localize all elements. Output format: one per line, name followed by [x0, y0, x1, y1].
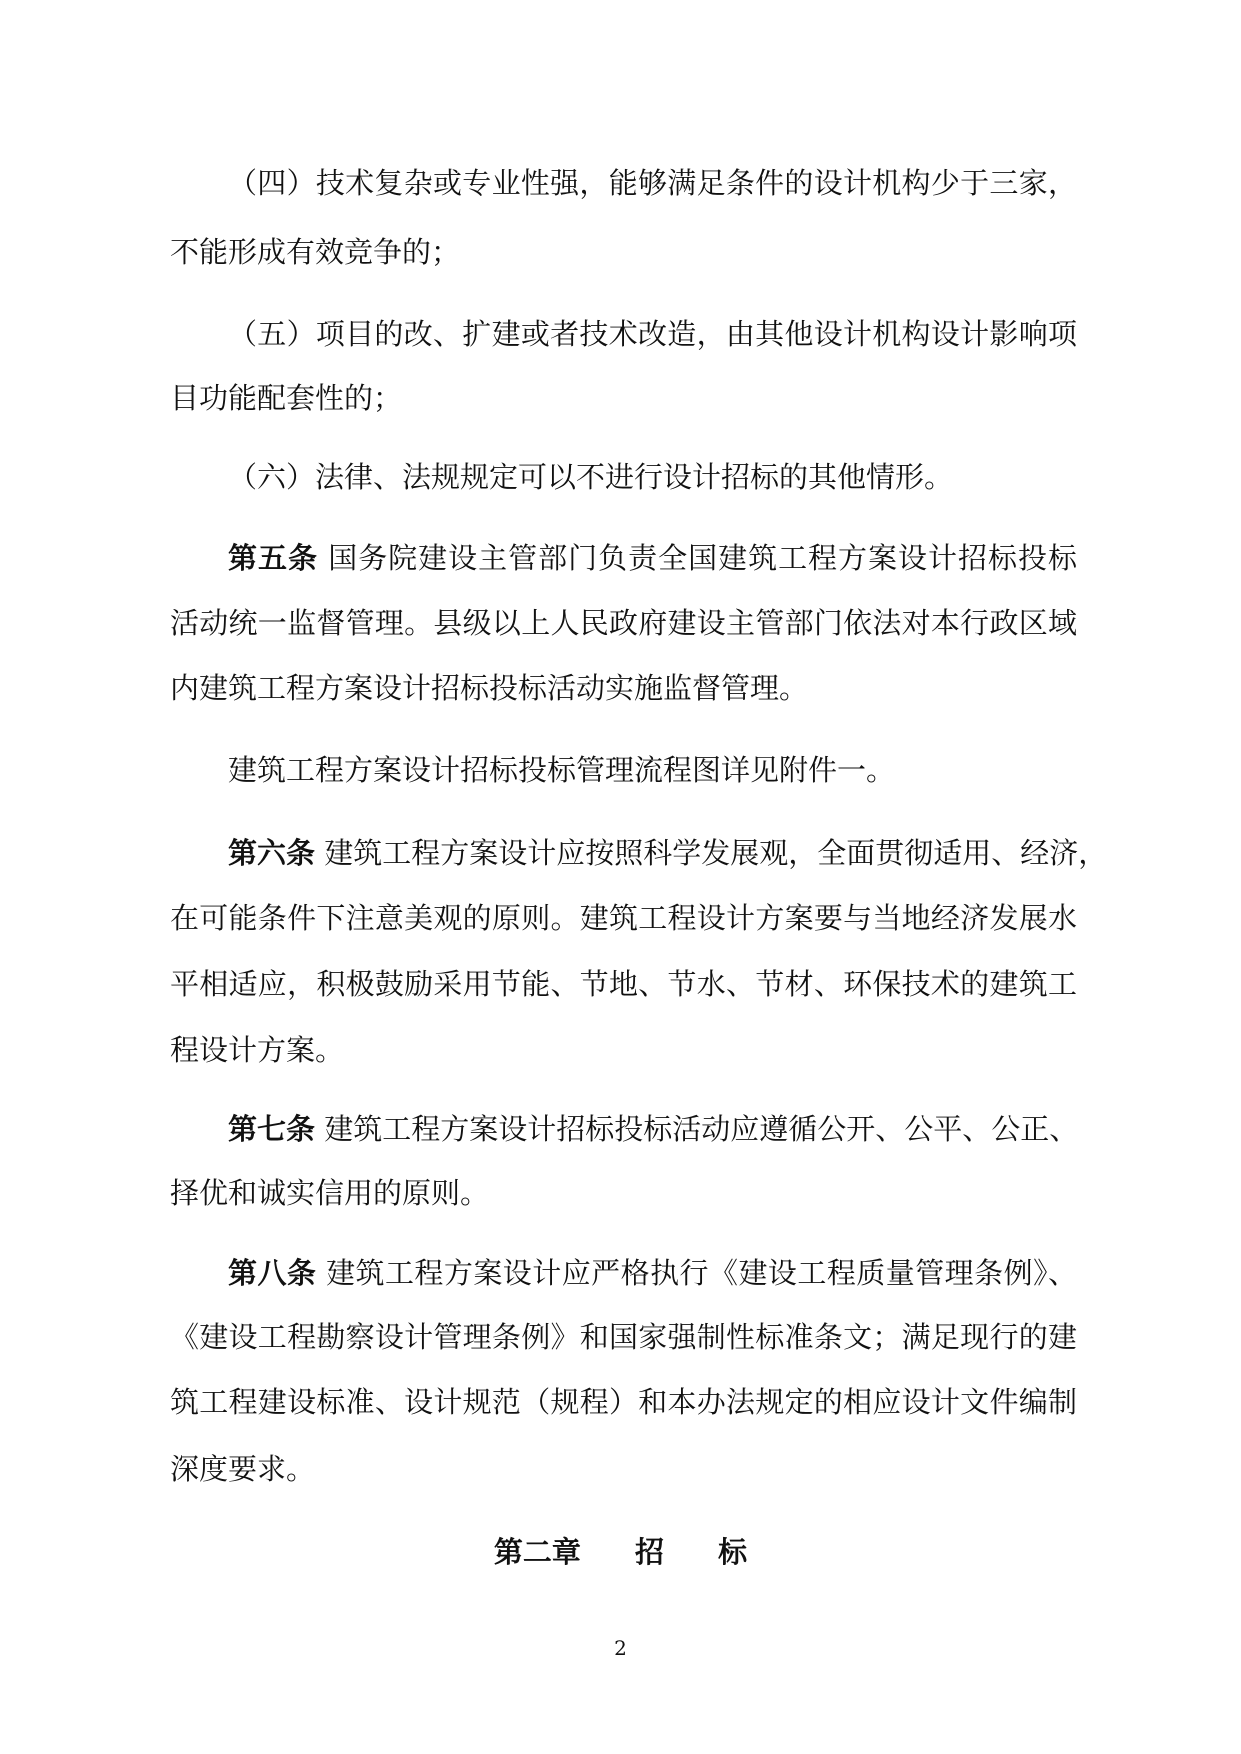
text-line: （四）技术复杂或专业性强，能够满足条件的设计机构少于三家， — [228, 166, 1077, 200]
chapter-title-char: 标 — [718, 1535, 748, 1569]
text-line: 目功能配套性的； — [170, 381, 403, 415]
chapter-title-char: 招 — [634, 1535, 664, 1569]
text: 建筑工程方案设计应按照科学发展观，全面贯彻适用、经济， — [324, 836, 1108, 870]
text-line: （五）项目的改、扩建或者技术改造，由其他设计机构设计影响项 — [228, 317, 1077, 351]
text-line: 在可能条件下注意美观的原则。建筑工程设计方案要与当地经济发展水 — [170, 901, 1077, 935]
article-5-line — [228, 540, 1077, 576]
text-line: 深度要求。 — [170, 1452, 316, 1486]
text-line: 内建筑工程方案设计招标投标活动实施监督管理。 — [170, 671, 809, 705]
article-6-heading: 第六条 — [228, 836, 316, 870]
text-line: 择优和诚实信用的原则。 — [170, 1176, 490, 1210]
page-number: 2 — [614, 1636, 627, 1660]
text-line: 建筑工程方案设计招标投标管理流程图详见附件一。 — [228, 753, 896, 787]
text-line: 程设计方案。 — [170, 1033, 345, 1067]
text: 国务院建设主管部门负责全国建筑工程方案设计招标投标 — [328, 541, 1077, 575]
text-line: 筑工程建设标准、设计规范（规程）和本办法规定的相应设计文件编制 — [170, 1385, 1077, 1419]
article-5-heading: 第五条 — [228, 541, 318, 575]
article-7-heading: 第七条 — [228, 1112, 316, 1146]
text: 建筑工程方案设计招标投标活动应遵循公开、公平、公正、 — [324, 1112, 1079, 1146]
text-line: 平相适应，积极鼓励采用节能、节地、节水、节材、环保技术的建筑工 — [170, 967, 1077, 1001]
chapter-number: 第二章 — [493, 1535, 581, 1569]
article-7-line — [228, 1111, 1077, 1147]
article-8-line — [228, 1255, 1077, 1291]
article-6-line — [228, 835, 1108, 871]
text-line: 《建设工程勘察设计管理条例》和国家强制性标准条文；满足现行的建 — [170, 1320, 1077, 1354]
text-line: （六）法律、法规规定可以不进行设计招标的其他情形。 — [228, 460, 954, 494]
text-line: 活动统一监督管理。县级以上人民政府建设主管部门依法对本行政区域 — [170, 606, 1077, 640]
article-8-heading: 第八条 — [228, 1256, 317, 1290]
chapter-heading — [0, 1534, 1241, 1570]
text-line: 不能形成有效竞争的； — [170, 235, 461, 269]
text: 建筑工程方案设计应严格执行《建设工程质量管理条例》、 — [326, 1256, 1077, 1290]
